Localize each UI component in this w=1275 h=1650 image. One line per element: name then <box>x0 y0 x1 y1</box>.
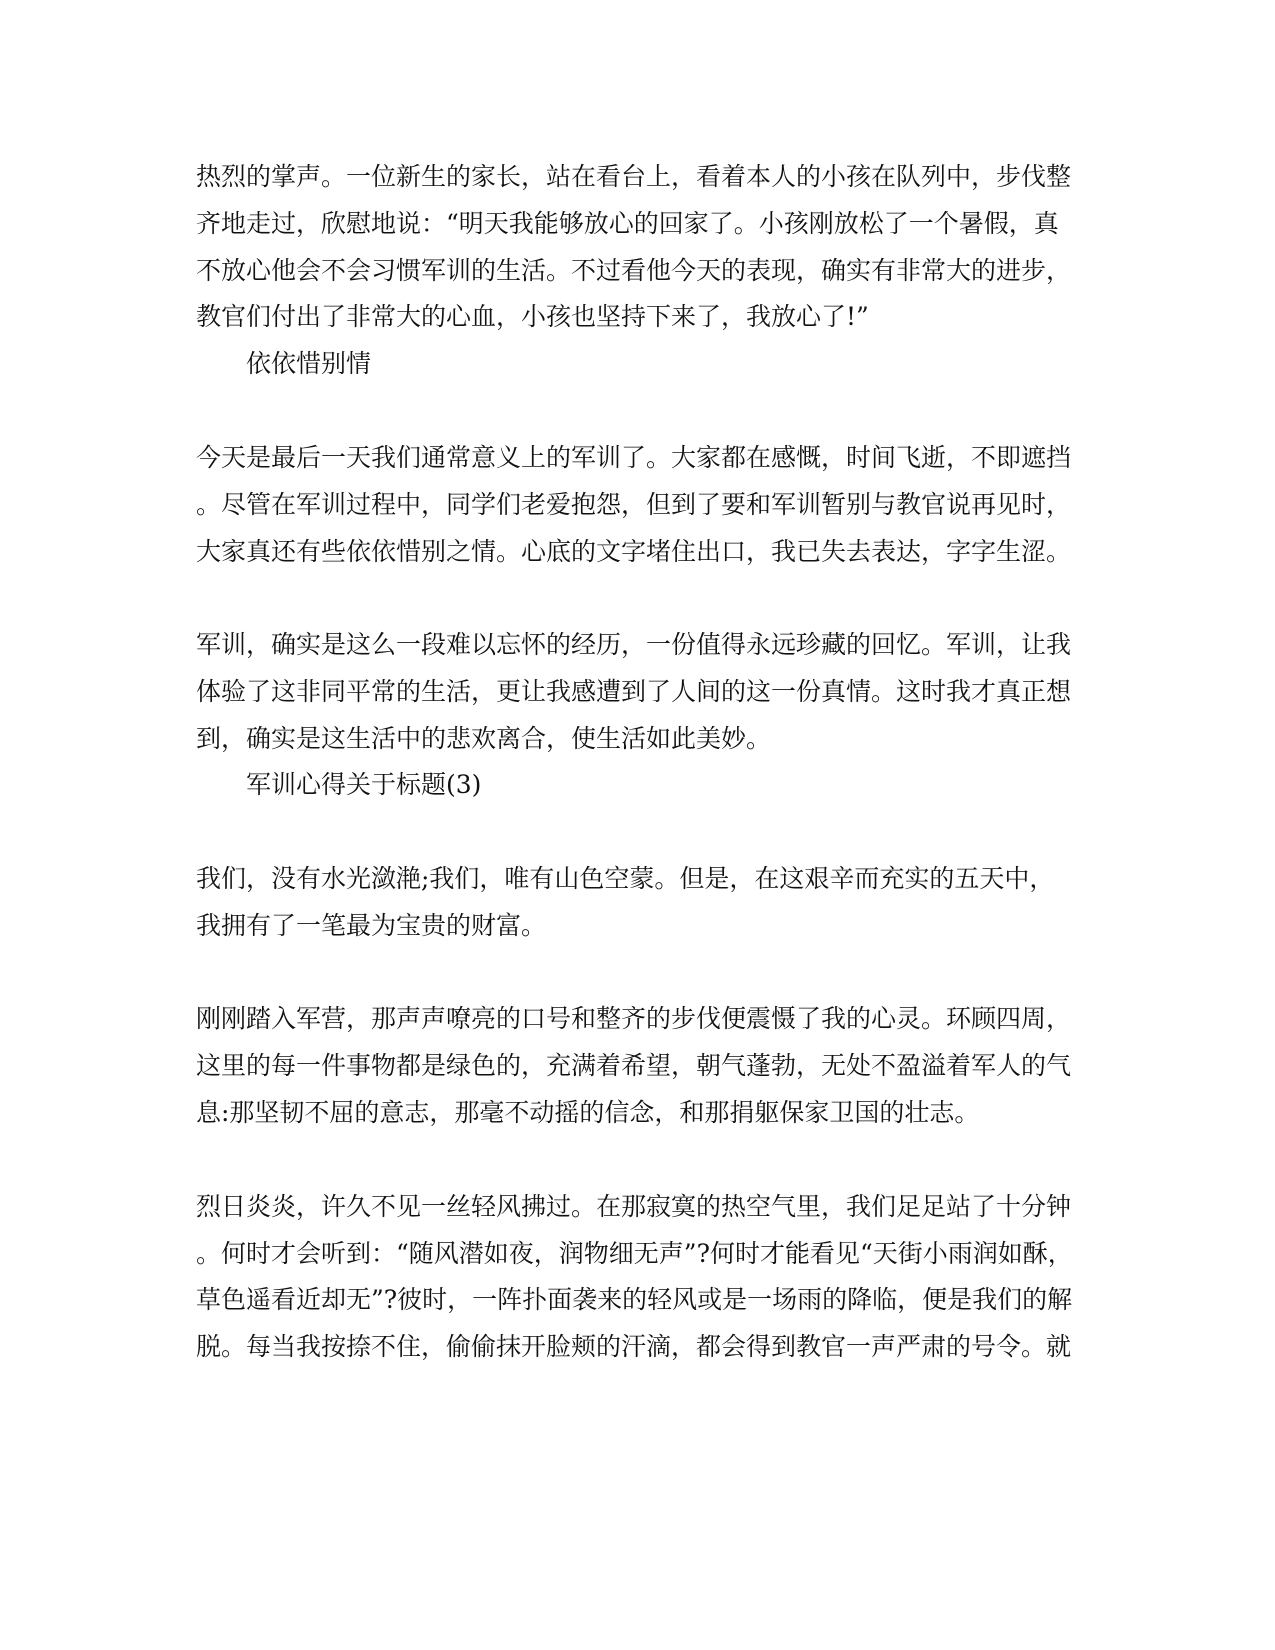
paragraph-line: 刚刚踏入军营，那声声嘹亮的口号和整齐的步伐便震慑了我的心灵。环顾四周， <box>196 1004 1072 1033</box>
paragraph-line: 草色遥看近却无”?彼时，一阵扑面袭来的轻风或是一场雨的降临，便是我们的解 <box>196 1285 1073 1314</box>
paragraph-line: 齐地走过，欣慰地说：“明天我能够放心的回家了。小孩刚放松了一个暑假，真 <box>196 209 1059 238</box>
section-heading: 军训心得关于标题(3) <box>246 770 482 799</box>
paragraph-line: 脱。每当我按捺不住，偷偷抹开脸颊的汗滴，都会得到教官一声严肃的号令。就 <box>196 1332 1072 1361</box>
paragraph-line: 大家真还有些依依惜别之情。心底的文字堵住出口，我已失去表达，字字生涩。 <box>196 537 1072 566</box>
section-heading: 依依惜别情 <box>246 349 372 378</box>
paragraph-line: 军训，确实是这么一段难以忘怀的经历，一份值得永远珍藏的回忆。军训，让我 <box>196 630 1072 659</box>
paragraph-line: 到，确实是这生活中的悲欢离合，使生活如此美妙。 <box>196 724 772 753</box>
paragraph-line: 教官们付出了非常大的心血，小孩也坚持下来了，我放心了!” <box>196 302 869 331</box>
paragraph-line: 。何时才会听到：“随风潜如夜，润物细无声”?何时才能看见“天街小雨润如酥， <box>196 1239 1073 1268</box>
paragraph-line: 我拥有了一笔最为宝贵的财富。 <box>196 911 547 940</box>
paragraph-line: 我们，没有水光潋滟;我们，唯有山色空蒙。但是，在这艰辛而充实的五天中， <box>196 864 1055 893</box>
paragraph-line: 这里的每一件事物都是绿色的，充满着希望，朝气蓬勃，无处不盈溢着军人的气 <box>196 1051 1072 1080</box>
paragraph-line: 热烈的掌声。一位新生的家长，站在看台上，看着本人的小孩在队列中，步伐整 <box>196 162 1072 191</box>
paragraph-line: 不放心他会不会习惯军训的生活。不过看他今天的表现，确实有非常大的进步， <box>196 256 1072 285</box>
paragraph-line: 烈日炎炎，许久不见一丝轻风拂过。在那寂寞的热空气里，我们足足站了十分钟 <box>196 1192 1072 1221</box>
paragraph-line: 体验了这非同平常的生活，更让我感遭到了人间的这一份真情。这时我才真正想 <box>196 677 1072 706</box>
paragraph-line: 。尽管在军训过程中，同学们老爱抱怨，但到了要和军训暂别与教官说再见时， <box>196 490 1072 519</box>
paragraph-line: 息:那坚韧不屈的意志，那毫不动摇的信念，和那捐躯保家卫国的壮志。 <box>196 1098 980 1127</box>
paragraph-line: 今天是最后一天我们通常意义上的军训了。大家都在感慨，时间飞逝，不即遮挡 <box>196 443 1072 472</box>
